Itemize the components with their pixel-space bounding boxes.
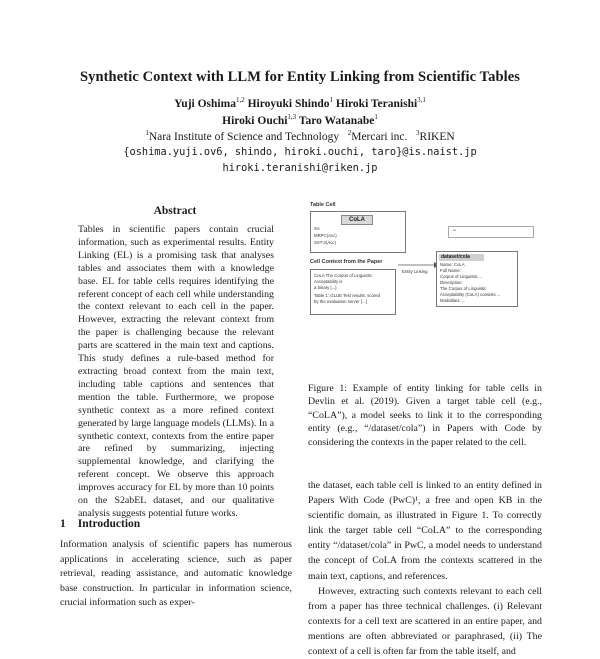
right-column-text (308, 478, 542, 659)
email-line-1: {oshima.yuji.ov6, shindo, hiroki.ouchi, taro}@is.naist.jp (123, 146, 477, 158)
entity-line: Acceptability (CoLA) consists ... (440, 292, 501, 297)
cell-value: CoLA (341, 215, 373, 225)
figure-caption: Figure 1: Example of entity linking for table cells in Devlin et al. (2019). Given a target table cell (e.g., “CoLA”), a model seeks to link it to the corresponding entity (e.g., “/dataset/cola”) in Papers with Code by considering the contexts in the paper related to the cell. (308, 383, 542, 448)
context-line: Acceptability is (314, 279, 343, 284)
table-cell-label: Table Cell (310, 202, 336, 208)
affil-sup: 1 (145, 129, 149, 138)
email-line-2: hiroki.teranishi@riken.jp (222, 162, 378, 174)
affil-sup: 3 (416, 129, 420, 138)
affil-name: RIKEN (419, 131, 455, 143)
cell-row: SST-2(Acc) (314, 240, 336, 245)
entity-line: Description: (440, 280, 463, 285)
author-name: Taro Watanabe (298, 115, 375, 127)
section-number: 1 (60, 518, 66, 530)
list-icon: ≡ (453, 228, 457, 234)
paragraph: the dataset, each table cell is linked to an entity defined in Papers With Code (PwC)¹, a free and open KB in the scientific domain, as illustrated in Figure 1. To correctly link the target table cell “CoLA” to the corresponding entity “/dataset/cola” in PwC, a model needs to understand the concept of CoLA from the contexts scattered in the main text, captions, and references. (308, 480, 542, 582)
author-name: Hiroki Teranishi (335, 98, 418, 110)
authors-line-2 (0, 115, 600, 127)
introduction-text: Information analysis of scientific papers has numerous applications in accelerating science, such as paper retrieval, reading assistance, and automatic knowledge base construction. In particular in information science, crucial information such as exper- (60, 539, 292, 608)
abstract-text: Tables in scientific papers contain crucial information, such as experimental results. Entity Linking (EL) is a promising task that analyses tables and associates them with a knowledge base. EL for table cells requires identifying the referent concept of each cell while understanding the context relevant to each cell in the paper. However, extracting the relevant context from the paper is challenging because the relevant parts are scattered in the main text and captions. This study defines a rule-based method for extracting broad context from the main text, including table captions and sentences that mention the table. Furthermore, we propose synthetic context as a more refined context generated by large language models (LLMs). In a synthetic context, contexts from the entire paper are refined by summarizing, injecting supplemental knowledge, and clarifying the referent concept. We observe this approach improves accuracy for EL by more than 10 points on the S2abEL dataset, and our qualitative analysis suggests potential future works. (78, 224, 274, 519)
author-name: Hiroki Ouchi (222, 115, 288, 127)
affiliations (0, 131, 600, 143)
section-title: Introduction (77, 518, 141, 530)
author-affil-sup: 3,1 (417, 96, 426, 105)
table-cell-box (310, 211, 406, 253)
entity-line: Modalities: ... (440, 298, 466, 303)
author-affil-sup: 1,2 (235, 96, 245, 105)
author-affil-sup: 1 (374, 113, 378, 122)
paper-title: Synthetic Context with LLM for Entity Linking from Scientific Tables (79, 69, 521, 85)
context-line: by the evaluation server [...] (314, 299, 367, 304)
entity-line: The Corpus of Linguistic (440, 286, 487, 291)
entity-line: Full Name: (440, 268, 461, 273)
author-name: Hiroyuki Shindo (247, 98, 330, 110)
context-box (310, 269, 396, 315)
affil-sup: 2 (347, 129, 352, 138)
paragraph: However, extracting such contexts relevant to each cell from a paper has three technical challenges. (i) Relevant contexts for a cell text are scattered in an entire paper, and mentions are often abbreviated or paraphrased, (ii) The context of a cell is often far from the table itself, and (308, 585, 542, 658)
entity-id: dataset/cola (439, 254, 484, 261)
affil-name: Mercari inc. (351, 131, 408, 143)
context-line: Table 1: GLUE Test results, scored (314, 293, 381, 298)
entity-search-bar (448, 226, 534, 238)
entity-card (436, 251, 518, 307)
entity-line: Corpus of Linguistic ... (440, 274, 483, 279)
abstract-heading: Abstract (153, 205, 197, 217)
author-affil-sup: 1,3 (287, 113, 297, 122)
context-line: a binary [...] (314, 285, 337, 290)
affil-name: Nara Institute of Science and Technology (148, 131, 340, 143)
author-affil-sup: 1 (329, 96, 334, 105)
arrow-label: Entity Linking (402, 269, 428, 274)
author-name: Yuji Oshima (174, 98, 236, 110)
context-label: Cell Context from the Paper (310, 259, 383, 265)
entity-line: Name: CoLA (440, 262, 465, 267)
cell-row: SA (314, 226, 320, 231)
cell-row: MRPC(Acc) (314, 233, 337, 238)
authors-line-1 (0, 98, 600, 110)
section-heading-introduction (60, 518, 140, 530)
context-line: CoLA The Corpus of Linguistic (314, 273, 372, 278)
